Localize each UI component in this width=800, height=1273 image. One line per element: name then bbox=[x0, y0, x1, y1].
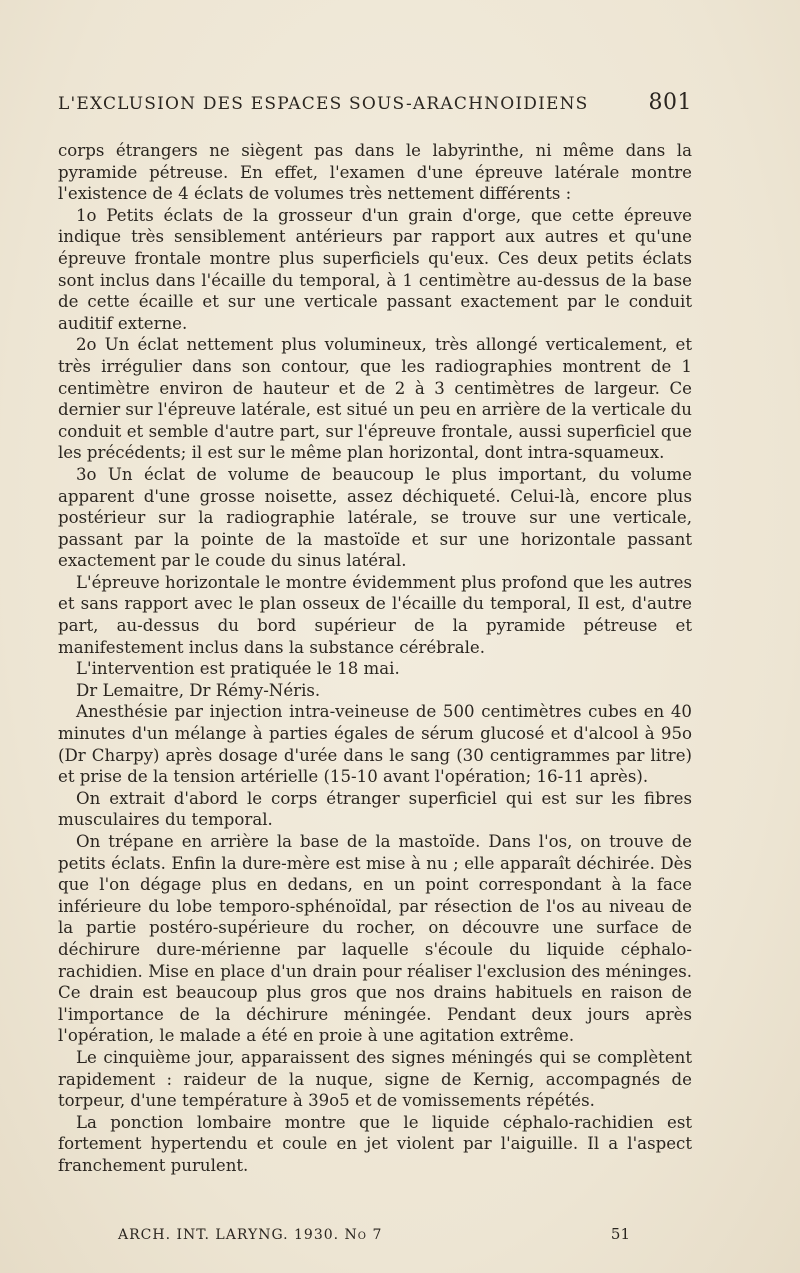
page-footer bbox=[118, 1225, 630, 1243]
signature-mark: 51 bbox=[610, 1225, 630, 1243]
page-number: 801 bbox=[648, 90, 692, 115]
paragraph: Dr Lemaitre, Dr Rémy-Néris. bbox=[76, 680, 321, 700]
paragraph: corps étrangers ne siègent pas dans le labyrinthe, ni même dans la pyramide pétreuse. En effet, l'examen d'une épreuve latérale montre l'existence de 4 éclats de volumes très nettement différents : bbox=[58, 141, 692, 204]
paragraph: La ponction lombaire montre que le liquide céphalo-rachidien est fortement hypertendu et coule en jet violent par l'aiguille. Il a l'aspect franchement purulent. bbox=[58, 1112, 692, 1175]
paragraph: 2o Un éclat nettement plus volumineux, très allongé verticalement, et très irrégulier dans son contour, que les radiographies montrent de 1 centimètre environ de hauteur et de 2 à 3 centimètres de largeur. Ce dernier sur l'épreuve latérale, est situé un peu en arrière de la verticale du conduit et semble d'autre part, sur l'épreuve frontale, aussi superficiel que les précédents; il est sur le même plan horizontal, dont intra-squameux. bbox=[58, 335, 692, 463]
paragraph: On trépane en arrière la base de la mastoïde. Dans l'os, on trouve de petits éclats. Enfin la dure-mère est mise à nu ; elle apparaît déchirée. Dès que l'on dégage plus en dedans, en un point correspondant à la face inférieure du lobe temporo-sphénoïdal, par résection de l'os au niveau de la partie postéro-supérieure du rocher, on découvre une surface de déchirure dure-mérienne par laquelle s'écoule du liquide céphalo-rachidien. Mise en place d'un drain pour réaliser l'exclusion des méninges. Ce drain est beaucoup plus gros que nos drains habituels en raison de l'importance de la déchirure méningée. Pendant deux jours après l'opération, le malade a été en proie à une agitation extrême. bbox=[58, 832, 692, 1046]
paragraph: L'épreuve horizontale le montre évidemment plus profond que les autres et sans rapport avec le plan osseux de l'écaille du temporal, Il est, d'autre part, au-dessus du bord supérieur de la pyramide pétreuse et manifestement inclus dans la substance cérébrale. bbox=[58, 572, 692, 657]
page-header bbox=[58, 90, 692, 120]
journal-reference: ARCH. INT. LARYNG. 1930. No 7 bbox=[118, 1227, 383, 1243]
paragraph: 1o Petits éclats de la grosseur d'un grain d'orge, que cette épreuve indique très sensiblement antérieurs par rapport aux autres et qu'une épreuve frontale montre plus superficiels qu'eux. Ces deux petits éclats sont inclus dans l'écaille du temporal, à 1 centimètre au-dessus de la base de cette écaille et sur une verticale passant exactement par le conduit auditif externe. bbox=[58, 205, 692, 333]
body-text bbox=[58, 140, 692, 1177]
paragraph: Anesthésie par injection intra-veineuse de 500 centimètres cubes en 40 minutes d'un mélange à parties égales de sérum glucosé et d'alcool à 95o (Dr Charpy) après dosage d'urée dans le sang (30 centigrammes par litre) et prise de la tension artérielle (15-10 avant l'opération; 16-11 après). bbox=[58, 702, 692, 787]
paragraph: 3o Un éclat de volume de beaucoup le plus important, du volume apparent d'une grosse noisette, assez déchiqueté. Celui-là, encore plus postérieur sur la radiographie latérale, se trouve sur une verticale, passant par la pointe de la mastoïde et sur une horizontale passant exactement par le coude du sinus latéral. bbox=[58, 464, 692, 571]
paragraph: Le cinquième jour, apparaissent des signes méningés qui se complètent rapidement : raideur de la nuque, signe de Kernig, accompagnés de torpeur, d'une température à 39o5 et de vomissements répétés. bbox=[58, 1047, 692, 1111]
paragraph: On extrait d'abord le corps étranger superficiel qui est sur les fibres musculaires du temporal. bbox=[58, 788, 692, 830]
running-title: L'EXCLUSION DES ESPACES SOUS-ARACHNOIDIENS bbox=[58, 94, 589, 114]
paragraph: L'intervention est pratiquée le 18 mai. bbox=[76, 659, 400, 679]
